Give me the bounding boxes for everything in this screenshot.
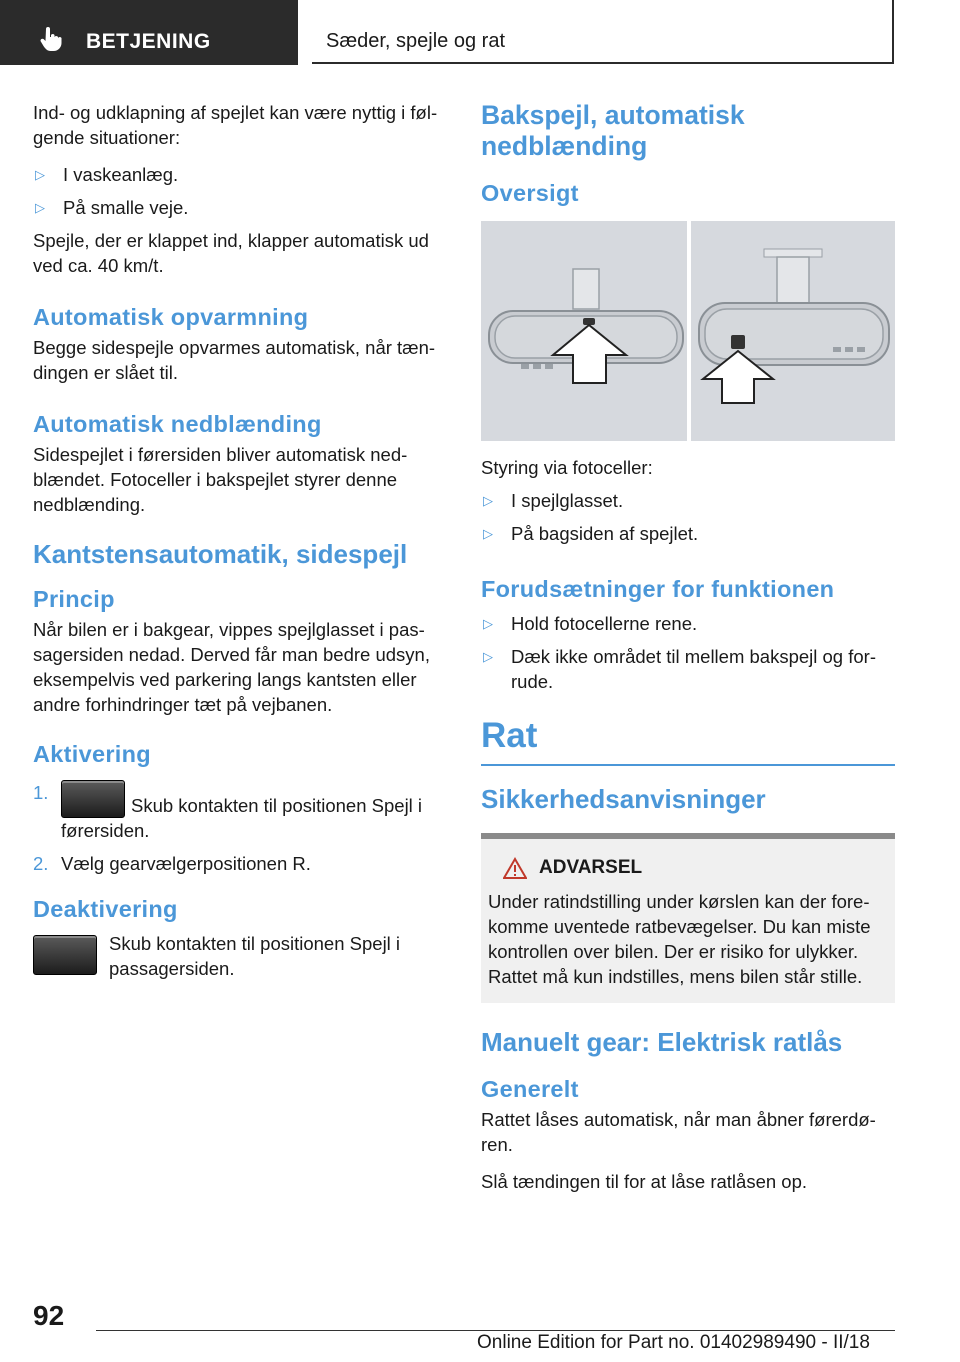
- heading-rat: Rat: [481, 716, 538, 755]
- mirror-switch-image: [33, 935, 97, 975]
- heading-activation: Aktivering: [33, 741, 151, 767]
- section-tab: [0, 0, 298, 65]
- rear-mirror-illustration: [481, 221, 895, 441]
- heading-principle: Princip: [33, 586, 115, 612]
- list-item: [481, 488, 895, 513]
- list-item: [481, 644, 895, 694]
- left-column: [33, 100, 447, 993]
- step-number: 1.: [33, 782, 49, 803]
- fold-auto-text: Spejle, der er klappet ind, klapper automatisk ud ved ca. 40 km/t.: [33, 230, 429, 276]
- list-item-text: I spejlglasset.: [511, 490, 624, 511]
- right-column: [481, 100, 895, 1206]
- warning-label: ADVARSEL: [539, 857, 643, 878]
- section-title: BETJENING: [86, 30, 211, 53]
- list-item: [481, 611, 895, 636]
- list-item: [33, 851, 447, 876]
- heading-deactivation: Deaktivering: [33, 896, 178, 922]
- triangle-bullet-icon: ▷: [35, 167, 45, 182]
- heading-dimming: Automatisk nedblænding: [33, 411, 322, 437]
- page-number: 92: [33, 1300, 65, 1331]
- section-divider: [481, 764, 895, 766]
- warning-box: [481, 833, 895, 1003]
- warning-header: [488, 857, 887, 879]
- dimming-text: Sidespejlet i førersiden bliver automatisk ned-blændet. Fotoceller i bakspejlet styrer denne nedblænding.: [33, 444, 408, 515]
- deactivation-block: [33, 931, 447, 993]
- heading-steering-lock: Manuelt gear: Elektrisk ratlås: [481, 1027, 843, 1057]
- heating-text: Begge sidespejle opvarmes automatisk, når tæn-dingen er slået til.: [33, 337, 436, 383]
- heading-prerequisites: Forudsætninger for funktionen: [481, 576, 835, 602]
- heading-curb: Kantstensautomatik, sidespejl: [33, 539, 408, 569]
- principle-text: Når bilen er i bakgear, vippes spejlglasset i pas-sagersiden nedad. Derved får man bedre udsyn, eksempelvis ved parkering langs kantsten eller andre forhindringer tæt på vejbanen.: [33, 619, 430, 715]
- hand-icon: [38, 26, 64, 52]
- list-item: [33, 195, 447, 220]
- unlock-text: Slå tændingen til for at låse ratlåsen op.: [481, 1171, 807, 1192]
- mirror-switch-image: [61, 780, 125, 818]
- heading-safety: Sikkerhedsanvisninger: [481, 784, 766, 814]
- heading-overview: Oversigt: [481, 180, 579, 206]
- list-item-text: Dæk ikke området til mellem bakspejl og for-rude.: [511, 646, 876, 692]
- list-item: [481, 521, 895, 546]
- triangle-bullet-icon: ▷: [483, 649, 493, 664]
- breadcrumb: [312, 0, 894, 64]
- step-text: Vælg gearvælgerpositionen R.: [61, 853, 311, 874]
- step-text: Skub kontakten til positionen Spejl i førersiden.: [61, 795, 423, 841]
- list-item-text: På bagsiden af spejlet.: [511, 523, 699, 544]
- heading-general: Generelt: [481, 1076, 579, 1102]
- list-item: [33, 780, 447, 843]
- triangle-bullet-icon: ▷: [483, 493, 493, 508]
- list-item-text: På smalle veje.: [63, 197, 189, 218]
- edition-text: Online Edition for Part no. 01402989490 - II/18: [477, 1332, 870, 1353]
- breadcrumb-label: Sæder, spejle og rat: [326, 30, 505, 52]
- list-item-text: Hold fotocellerne rene.: [511, 613, 698, 634]
- list-item: [33, 162, 447, 187]
- warning-text: Under ratindstilling under kørslen kan der fore-komme uventede ratbevægelser. Du kan miste kontrollen over bilen. Der er risiko for ulykker. Rattet må kun indstilles, mens bilen står stille.: [488, 891, 871, 987]
- photocell-intro: Styring via fotoceller:: [481, 457, 653, 478]
- list-item-text: I vaskeanlæg.: [63, 164, 179, 185]
- triangle-bullet-icon: ▷: [35, 200, 45, 215]
- step-number: 2.: [33, 853, 49, 874]
- warning-triangle-icon: [503, 857, 527, 879]
- intro-text: Ind- og udklapning af spejlet kan være nyttig i føl-gende situationer:: [33, 102, 438, 148]
- triangle-bullet-icon: ▷: [483, 616, 493, 631]
- heading-heating: Automatisk opvarmning: [33, 304, 309, 330]
- footer-divider: [96, 1330, 895, 1331]
- deactivation-text: Skub kontakten til positionen Spejl i passagersiden.: [109, 933, 401, 979]
- general-text: Rattet låses automatisk, når man åbner førerdø-ren.: [481, 1109, 876, 1155]
- heading-rear-mirror: Bakspejl, automatisk nedblænding: [481, 100, 745, 161]
- triangle-bullet-icon: ▷: [483, 526, 493, 541]
